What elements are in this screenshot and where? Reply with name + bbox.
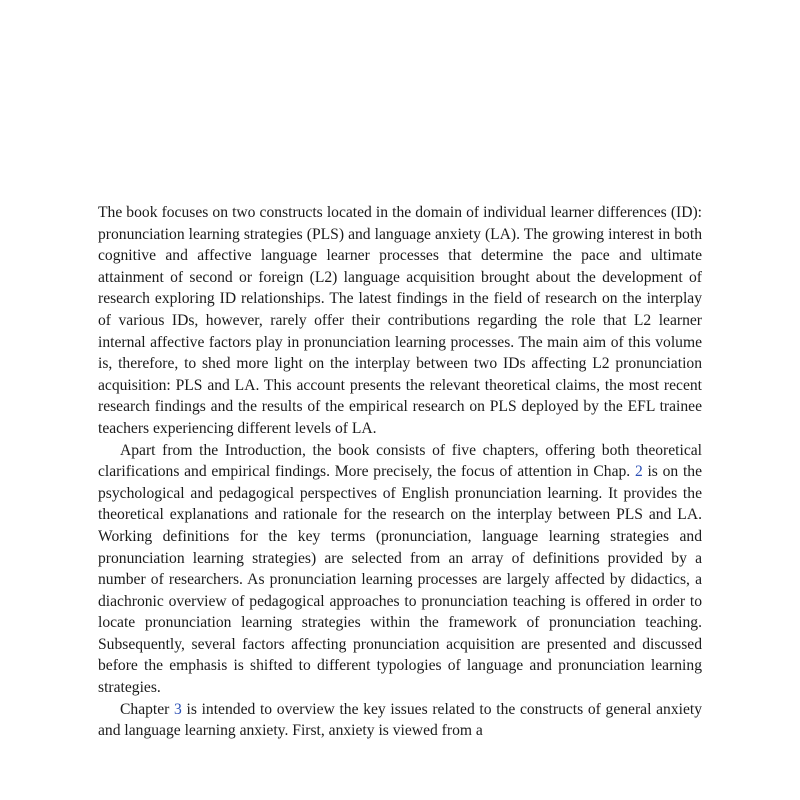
paragraph-3-text-after: is intended to overview the key issues related to the constructs of general anxiety and language learning anxiety. First, anxiety is viewed from a bbox=[98, 700, 702, 740]
paragraph-3 bbox=[98, 699, 702, 742]
paragraph-1: The book focuses on two constructs located in the domain of individual learner differences (ID): pronunciation learning strategies (PLS) and language anxiety (LA). The growing interest in both cognitive and affective language learner processes that determine the pace and ultimate attainment of second or foreign (L2) language acquisition brought about the development of research exploring ID relationships. The latest findings in the field of research on the interplay of various IDs, however, rarely offer their contributions regarding the role that L2 learner internal affective factors play in pronunciation learning processes. The main aim of this volume is, therefore, to shed more light on the interplay between two IDs affecting L2 pronunciation acquisition: PLS and LA. This account presents the relevant theoretical claims, the most recent research findings and the results of the empirical research on PLS deployed by the EFL trainee teachers experiencing different levels of LA. bbox=[98, 204, 702, 437]
paragraph-2 bbox=[98, 440, 702, 699]
chapter-2-link[interactable]: 2 bbox=[634, 463, 643, 481]
paragraph-3-text-before: Chapter bbox=[120, 700, 175, 718]
body-text bbox=[98, 202, 702, 742]
chapter-3-link[interactable]: 3 bbox=[174, 700, 182, 718]
paragraph-2-text-before: Apart from the Introduction, the book consists of five chapters, offering both theoretical clarifications and empirical findings. More precisely, the focus of attention in Chap. bbox=[98, 441, 702, 481]
paragraph-2-text-after: is on the psychological and pedagogical perspectives of English pronunciation learning. It provides the theoretical explanations and rationale for the research on the interplay between PLS and LA. Working definitions for the key terms (pronunciation, language learning strategies and pronunciation learning strategies) are selected from an array of definitions provided by a number of researchers. As pronunciation learning processes are largely affected by didactics, a diachronic overview of pedagogical approaches to pronunciation teaching is offered in order to locate pronunciation learning strategies within the framework of pronunciation teaching. Subsequently, several factors affecting pronunciation acquisition are presented and discussed before the emphasis is shifted to different typologies of language and pronunciation learning strategies. bbox=[98, 463, 702, 697]
